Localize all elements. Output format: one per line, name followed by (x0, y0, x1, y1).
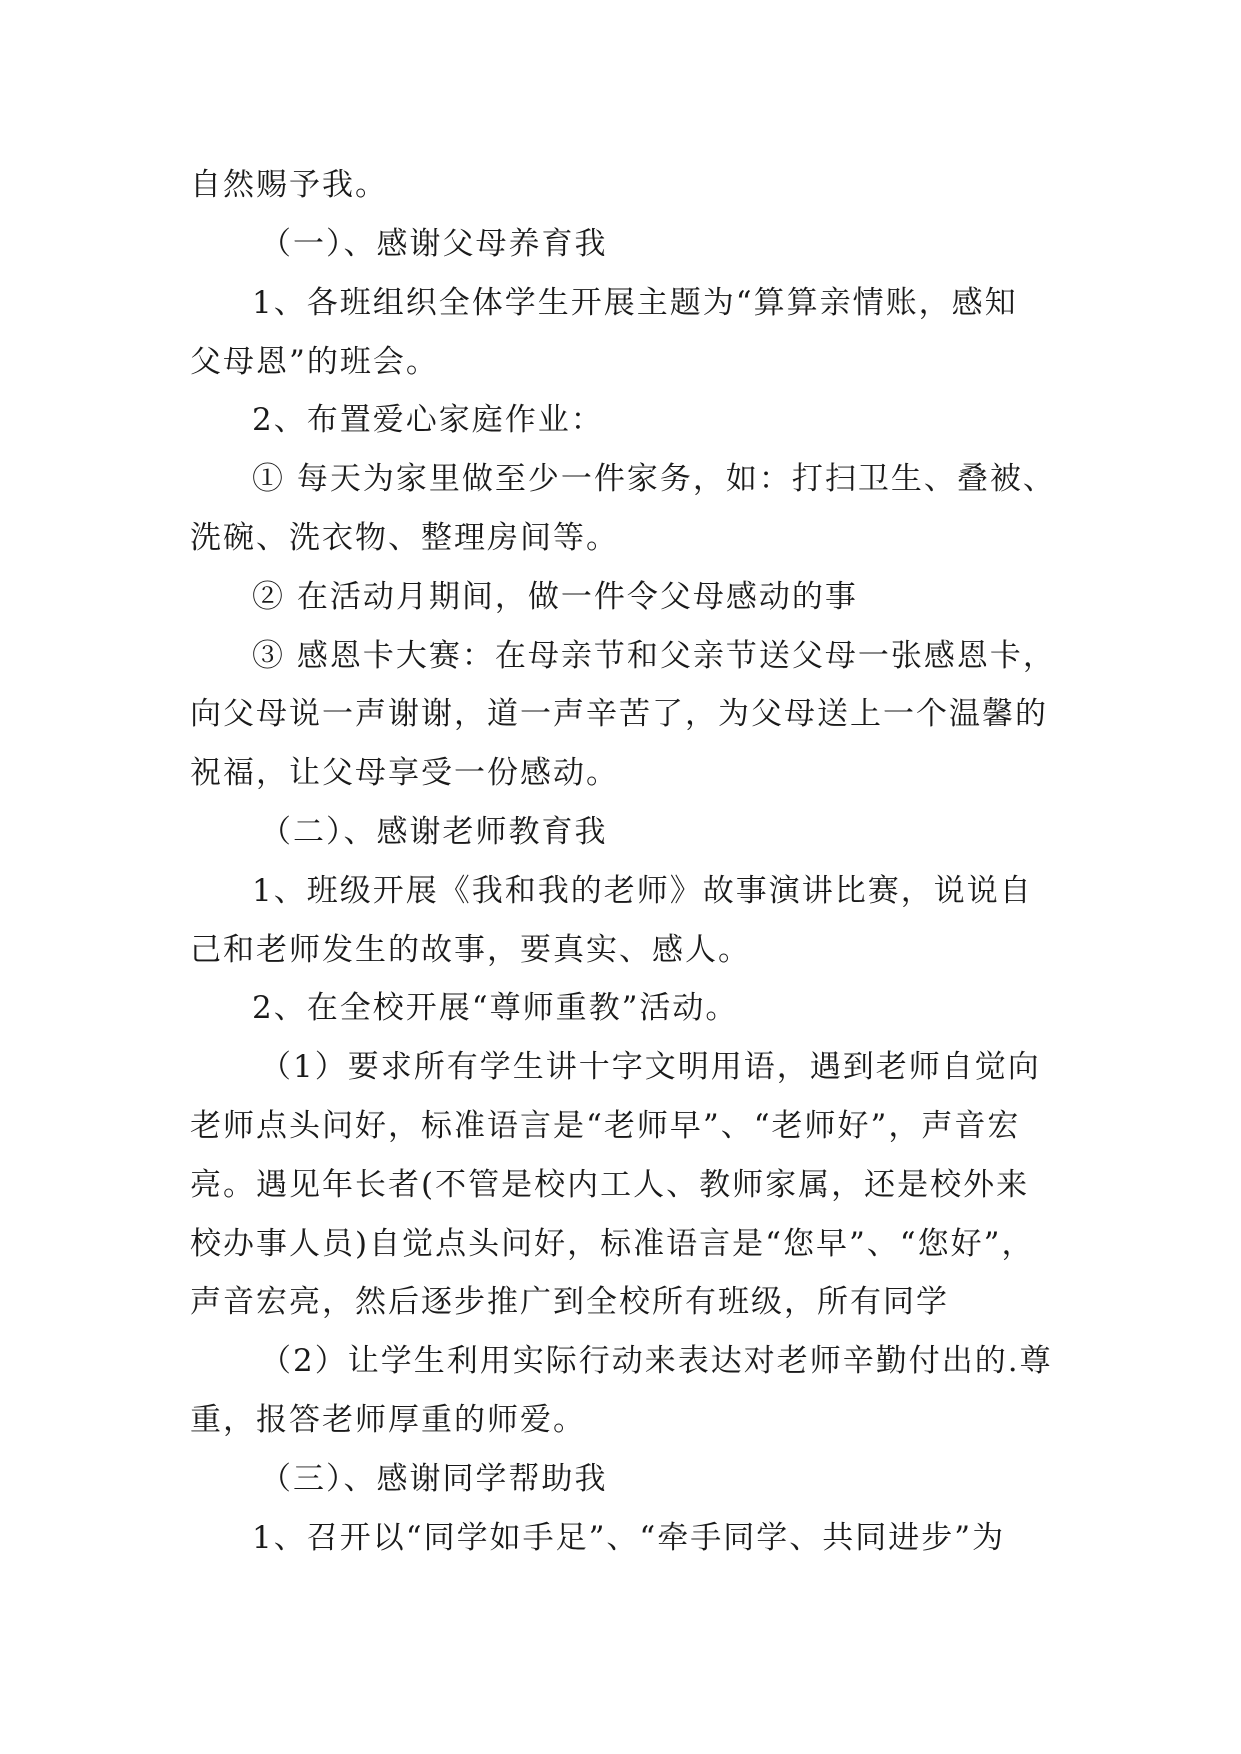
paragraph-line: 2、布置爱心家庭作业： (252, 402, 604, 438)
list-item-line: ③ 感恩卡大赛：在母亲节和父亲节送父母一张感恩卡， (252, 638, 1056, 674)
paragraph-line: 校办事人员)自觉点头问好，标准语言是“您早”、“您好”， (190, 1226, 1035, 1262)
paragraph-line: 己和老师发生的故事，要真实、感人。 (190, 932, 751, 968)
list-item-line: ① 每天为家里做至少一件家务，如：打扫卫生、叠被、 (252, 461, 1056, 497)
paragraph-line: 重，报答老师厚重的师爱。 (190, 1402, 586, 1438)
list-item-line: 洗碗、洗衣物、整理房间等。 (190, 520, 619, 556)
paragraph-line: 2、在全校开展“尊师重教”活动。 (252, 990, 739, 1026)
list-item-line: 祝福，让父母享受一份感动。 (190, 755, 619, 791)
paragraph-line: 自然赐予我。 (190, 167, 388, 203)
paragraph-line: （2）让学生利用实际行动来表达对老师辛勤付出的.尊 (260, 1343, 1053, 1379)
paragraph-line: 亮。遇见年长者(不管是校内工人、教师家属，还是校外来 (190, 1167, 1030, 1203)
section-heading-teachers: （二）、感谢老师教育我 (260, 814, 608, 850)
paragraph-line: 老师点头问好，标准语言是“老师早”、“老师好”，声音宏 (190, 1108, 1021, 1144)
section-heading-classmates: （三）、感谢同学帮助我 (260, 1461, 608, 1497)
paragraph-line: 父母恩”的班会。 (190, 344, 439, 380)
paragraph-line: （1）要求所有学生讲十字文明用语，遇到老师自觉向 (260, 1049, 1041, 1085)
paragraph-line: 1、各班组织全体学生开展主题为“算算亲情账，感知 (252, 285, 1018, 321)
list-item-line: 向父母说一声谢谢，道一声辛苦了，为父母送上一个温馨的 (190, 696, 1048, 732)
paragraph-line: 1、召开以“同学如手足”、“牵手同学、共同进步”为 (252, 1520, 1006, 1556)
paragraph-line: 声音宏亮，然后逐步推广到全校所有班级，所有同学 (190, 1284, 949, 1320)
section-heading-parents: （一）、感谢父母养育我 (260, 226, 608, 262)
paragraph-line: 1、班级开展《我和我的老师》故事演讲比赛，说说自 (252, 873, 1033, 909)
list-item-line: ② 在活动月期间，做一件令父母感动的事 (252, 579, 858, 615)
